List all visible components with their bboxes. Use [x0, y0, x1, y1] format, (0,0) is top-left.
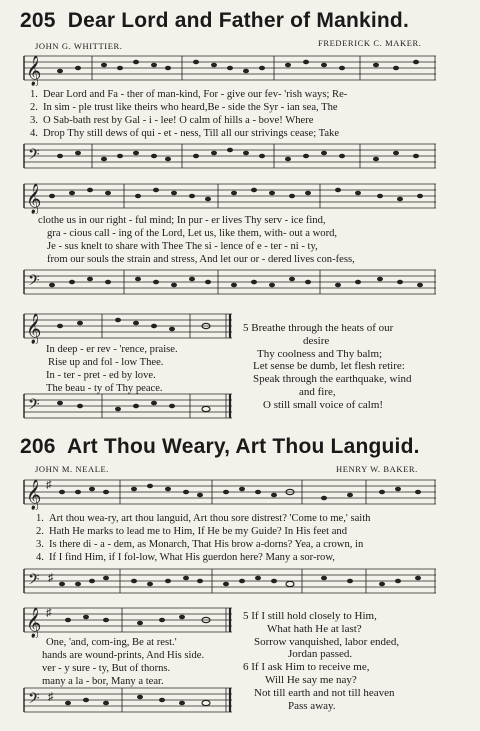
- hymn-205-number: 205: [20, 9, 56, 32]
- verse-line: 4. If I find Him, if I fol-low, What His guerdon here? Many a sor-row,: [36, 552, 335, 563]
- hymn-206-heading: [20, 435, 420, 459]
- verse-line: gra - cious call - ing of the Lord, Let us, like them, with- out a word,: [47, 228, 338, 239]
- svg-text:𝄞: 𝄞: [26, 480, 42, 510]
- stanza-line: O still small voice of calm!: [263, 398, 384, 411]
- verse-line: In deep - er rev - 'rence, praise.: [46, 344, 178, 355]
- hymn-206-verses-line-2: [42, 636, 204, 688]
- svg-text:𝄢: 𝄢: [28, 690, 40, 711]
- hymn-205-heading: [20, 9, 409, 33]
- stanza-line: Speak through the earthquake, wind: [253, 373, 412, 386]
- svg-text:♯: ♯: [46, 607, 52, 619]
- svg-text:♯: ♯: [48, 691, 54, 703]
- verse-line: from our souls the strain and stress, And let our or - dered lives con-fess,: [47, 254, 355, 265]
- stanza-line: Thy coolness and Thy balm;: [257, 347, 383, 360]
- hymn-205-music-credit: FREDERICK C. MAKER.: [318, 38, 422, 48]
- svg-text:𝄢: 𝄢: [28, 272, 40, 293]
- svg-text:𝄢: 𝄢: [28, 571, 40, 592]
- verse-line: 1. Art thou wea-ry, art thou languid, Art thou sore distrest? 'Come to me,' saith: [36, 513, 371, 524]
- svg-text:𝄞: 𝄞: [26, 608, 42, 638]
- svg-text:♯: ♯: [48, 572, 54, 584]
- stanza-line: and fire,: [299, 385, 336, 398]
- stanza-line: Pass away.: [288, 699, 336, 712]
- hymn-206-verses-line-1: [36, 512, 370, 564]
- stanza-line: Not till earth and not till heaven: [254, 686, 395, 699]
- verse-line: Rise up and fol - low Thee.: [48, 357, 164, 368]
- hymn-205-treble-staff-1: [20, 52, 440, 86]
- hymn-206-title: Art Thou Weary, Art Thou Languid.: [66, 435, 420, 458]
- verse-line: clothe us in our right - ful mind; In pur - er lives Thy serv - ice find,: [38, 215, 326, 226]
- hymn-205-treble-staff-2: [20, 180, 440, 214]
- verse-line: In - ter - pret - ed by love.: [46, 370, 156, 381]
- stanza-line: Let sense be dumb, let flesh retire:: [253, 360, 405, 373]
- hymn-205-verses-line-2: [38, 214, 355, 266]
- verse-line: hands are wound-prints, And His side.: [42, 650, 205, 661]
- hymn-206-treble-staff-1: [20, 476, 440, 510]
- verse-line: 3. Is there di - a - dem, as Monarch, That His brow a-dorns? Yea, a crown, in: [36, 539, 364, 550]
- svg-text:𝄞: 𝄞: [26, 56, 42, 86]
- svg-text:𝄞: 𝄞: [26, 314, 42, 344]
- verse-line: Je - sus knelt to share with Thee The si - lence of e - ter - ni - ty,: [47, 241, 318, 252]
- stanza-line: 6 If I ask Him to receive me,: [243, 661, 370, 674]
- stanza-line: Jordan passed.: [288, 648, 353, 661]
- hymn-205-stanza-5: [243, 322, 412, 412]
- verse-line: 2. In sim - ple trust like theirs who heard,Be - side the Syr - ian sea, The: [30, 102, 338, 113]
- hymn-205-bass-staff-3: [20, 390, 236, 424]
- stanza-line: Will He say me nay?: [265, 673, 357, 686]
- verse-line: 2. Hath He marks to lead me to Him, If He be my Guide? In His feet and: [36, 526, 348, 537]
- hymn-206-bass-staff-2: [20, 684, 236, 718]
- hymn-205-bass-staff-1: [20, 140, 440, 174]
- verse-line: many a la - bor, Many a tear.: [42, 676, 164, 687]
- hymn-205-title: Dear Lord and Father of Mankind.: [67, 9, 409, 32]
- hymn-206-stanzas-5-6: [243, 610, 399, 712]
- stanza-line: What hath He at last?: [267, 622, 362, 635]
- stanza-line: Sorrow vanquished, labor ended,: [254, 635, 400, 648]
- hymn-206-words-credit: JOHN M. NEALE.: [35, 464, 110, 474]
- stanza-line: desire: [303, 334, 330, 347]
- hymn-205-words-credit: JOHN G. WHITTIER.: [35, 41, 123, 51]
- verse-line: 1. Dear Lord and Fa - ther of man-kind, For - give our fev- 'rish ways; Re-: [30, 89, 348, 100]
- svg-text:𝄢: 𝄢: [28, 396, 40, 417]
- stanza-line: 5 If I still hold closely to Him,: [243, 610, 377, 622]
- svg-text:𝄞: 𝄞: [26, 184, 42, 214]
- hymn-205-bass-staff-2: [20, 266, 440, 300]
- hymn-206-number: 206: [20, 435, 56, 458]
- hymn-205-treble-staff-3: [20, 310, 236, 344]
- hymn-206-bass-staff-1: [20, 565, 440, 599]
- verse-line: One, 'and, com-ing, Be at rest.': [46, 637, 177, 648]
- svg-text:𝄢: 𝄢: [28, 146, 40, 167]
- verse-line: The beau - ty of Thy peace.: [46, 383, 163, 394]
- hymn-206-music-credit: HENRY W. BAKER.: [336, 464, 418, 474]
- hymn-205-verses-line-1: [30, 88, 347, 140]
- hymn-206-treble-staff-2: [20, 604, 236, 638]
- svg-text:♯: ♯: [46, 479, 52, 491]
- stanza-line: 5 Breathe through the heats of our: [243, 322, 394, 334]
- verse-line: ver - y sure - ty, But of thorns.: [42, 663, 171, 674]
- verse-line: 3. O Sab-bath rest by Gal - i - lee! O calm of hills a - bove! Where: [30, 115, 314, 126]
- verse-line: 4. Drop Thy still dews of qui - et - ness, Till all our strivings cease; Take: [30, 128, 340, 139]
- hymn-205-verses-line-3: [46, 343, 178, 395]
